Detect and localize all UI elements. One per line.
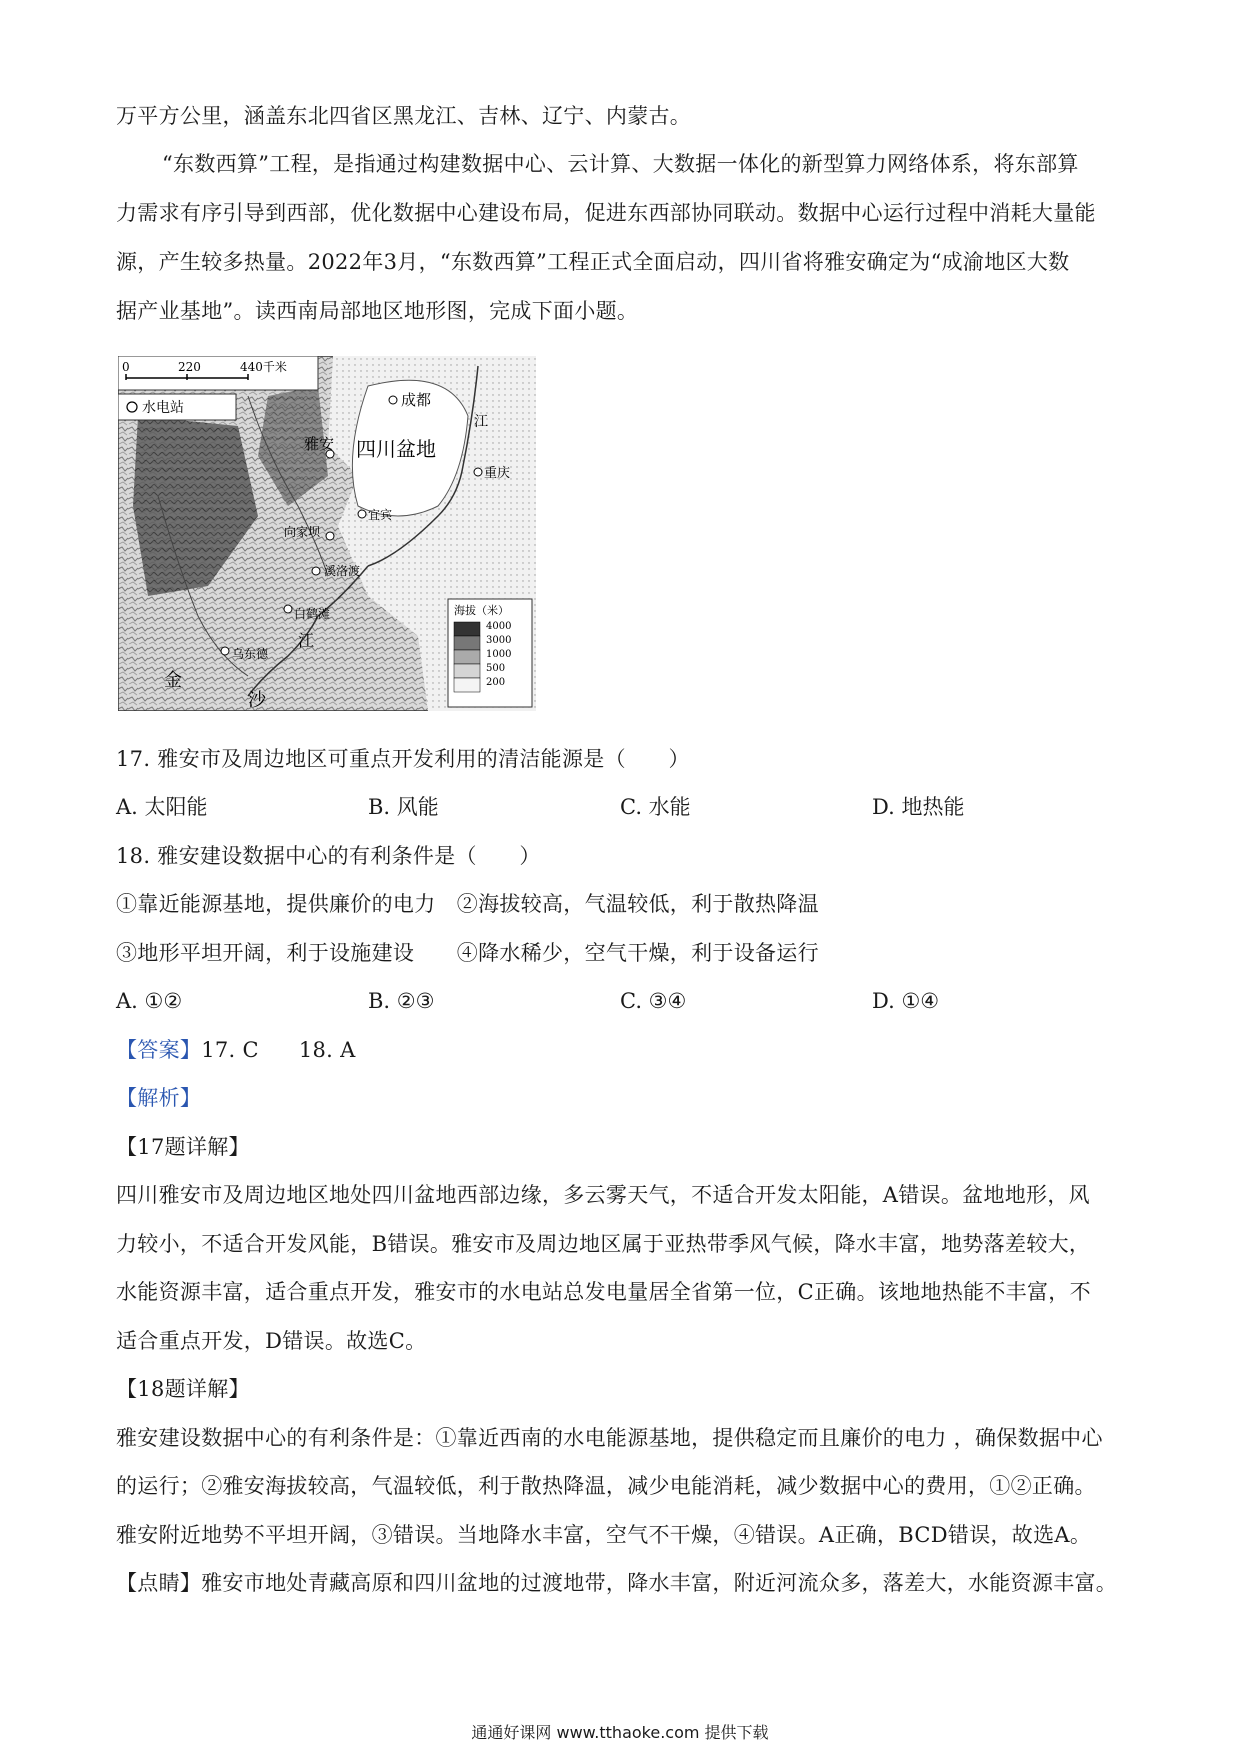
place-label-basin: 四川盆地 — [356, 437, 436, 461]
comment-line — [116, 1569, 1117, 1597]
intro-line: 据产业基地”。读西南局部地区地形图，完成下面小题。 — [116, 299, 639, 323]
question-17-options — [116, 793, 1016, 821]
intro-line: 力需求有序引导到西部，优化数据中心建设布局，促进东西部协同联动。数据中心运行过程中消耗大量能 — [116, 201, 1096, 225]
question-17-stem: 17. 雅安市及周边地区可重点开发利用的清洁能源是（ ） — [116, 747, 690, 771]
question-18-stem: 18. 雅安建设数据中心的有利条件是（ ） — [116, 844, 541, 868]
detail-17-text: 力较小，不适合开发风能，B错误。雅安市及周边地区属于亚热带季风气候，降水丰富，地势落差较大， — [116, 1232, 1091, 1256]
river-label: 金 — [164, 670, 182, 691]
detail-18-text: 的运行；②雅安海拔较高，气温较低，利于散热降温，减少电能消耗，减少数据中心的费用，①②正确。 — [116, 1474, 1096, 1498]
elevation-tick: 500 — [486, 663, 506, 674]
option-a: A. ①② — [116, 989, 183, 1013]
analysis-tag: 【解析】 — [116, 1086, 202, 1110]
page-footer: 通通好课网 www.tthaoke.com 提供下载 — [471, 1723, 769, 1742]
option-c: C. 水能 — [620, 795, 691, 819]
hydropower-station-icon — [326, 532, 334, 540]
option-c: C. ③④ — [620, 989, 687, 1013]
legend-label: 水电站 — [142, 400, 184, 416]
hydropower-station-icon — [221, 647, 229, 655]
option-b: B. ②③ — [368, 989, 435, 1013]
detail-17-text: 适合重点开发，D错误。故选C。 — [116, 1329, 427, 1353]
intro-line: “东数西算”工程，是指通过构建数据中心、云计算、大数据一体化的新型算力网络体系，将东部算 — [162, 152, 1079, 176]
detail-18-text: 雅安附近地势不平坦开阔，③错误。当地降水丰富，空气不干燥，④错误。A正确，BCD错误，故选A。 — [116, 1523, 1092, 1547]
place-label-yaan: 雅安 — [304, 435, 335, 453]
question-18-statement: ①靠近能源基地，提供廉价的电力 ②海拔较高，气温较低，利于散热降温 — [116, 892, 819, 916]
scale-label: 220 — [178, 360, 201, 374]
option-b: B. 风能 — [368, 795, 439, 819]
place-label-chongqing: 重庆 — [484, 466, 511, 481]
comment-text: 雅安市地处青藏高原和四川盆地的过渡地带，降水丰富，附近河流众多，落差大，水能资源丰富。 — [201, 1571, 1118, 1595]
answer-tag: 【答案】 — [116, 1038, 202, 1062]
place-label-baihetan: 白鹤滩 — [294, 607, 331, 621]
answer-18: 18. A — [298, 1038, 356, 1062]
option-a: A. 太阳能 — [116, 795, 208, 819]
hydropower-station-icon — [284, 605, 292, 613]
elevation-tick: 4000 — [486, 621, 512, 632]
river-label: 沙 — [248, 690, 266, 711]
comment-tag: 【点睛】 — [116, 1571, 202, 1595]
city-marker-icon — [358, 510, 366, 518]
river-label: 江 — [298, 631, 315, 650]
city-marker-icon — [474, 468, 482, 476]
answer-line — [116, 1036, 356, 1064]
scale-label: 440千米 — [240, 360, 287, 374]
place-label-xiluodu: 溪洛渡 — [324, 564, 361, 578]
detail-17-text: 水能资源丰富，适合重点开发，雅安市的水电站总发电量居全省第一位，C正确。该地地热能不丰富，不 — [116, 1280, 1091, 1304]
hydropower-station-icon — [312, 567, 320, 575]
detail-17-text: 四川雅安市及周边地区地处四川盆地西部边缘，多云雾天气，不适合开发太阳能，A错误。盆地地形，风 — [116, 1183, 1090, 1207]
terrain-map — [118, 356, 536, 711]
question-18-statement: ③地形平坦开阔，利于设施建设 ④降水稀少，空气干燥，利于设备运行 — [116, 941, 819, 965]
intro-line: 源，产生较多热量。2022年3月，“东数西算”工程正式全面启动，四川省将雅安确定为“成渝地区大数 — [116, 250, 1070, 274]
city-marker-icon — [389, 396, 397, 404]
place-label-yibin: 宜宾 — [368, 508, 393, 522]
scale-label: 0 — [122, 360, 130, 374]
elevation-tick: 200 — [486, 677, 506, 688]
river-label: 江 — [474, 414, 488, 430]
place-label-chengdu: 成都 — [401, 391, 432, 409]
option-d: D. 地热能 — [872, 795, 965, 819]
answer-17: 17. C — [201, 1038, 259, 1062]
detail-18-title: 【18题详解】 — [116, 1377, 250, 1401]
question-18-options — [116, 987, 1016, 1015]
place-label-xiangjiaba: 向家坝 — [284, 525, 321, 539]
place-label-wudongde: 乌东德 — [232, 647, 269, 661]
intro-line: 万平方公里，涵盖东北四省区黑龙江、吉林、辽宁、内蒙古。 — [116, 104, 692, 128]
elevation-tick: 1000 — [486, 649, 512, 660]
detail-17-title: 【17题详解】 — [116, 1135, 250, 1159]
elevation-tick: 3000 — [486, 635, 512, 646]
option-d: D. ①④ — [872, 989, 940, 1013]
detail-18-text: 雅安建设数据中心的有利条件是：①靠近西南的水电能源基地，提供稳定而且廉价的电力 ，确保数据中心 — [116, 1426, 1103, 1450]
elevation-legend-title: 海拔（米） — [454, 604, 509, 617]
hydropower-station-icon — [127, 402, 137, 412]
